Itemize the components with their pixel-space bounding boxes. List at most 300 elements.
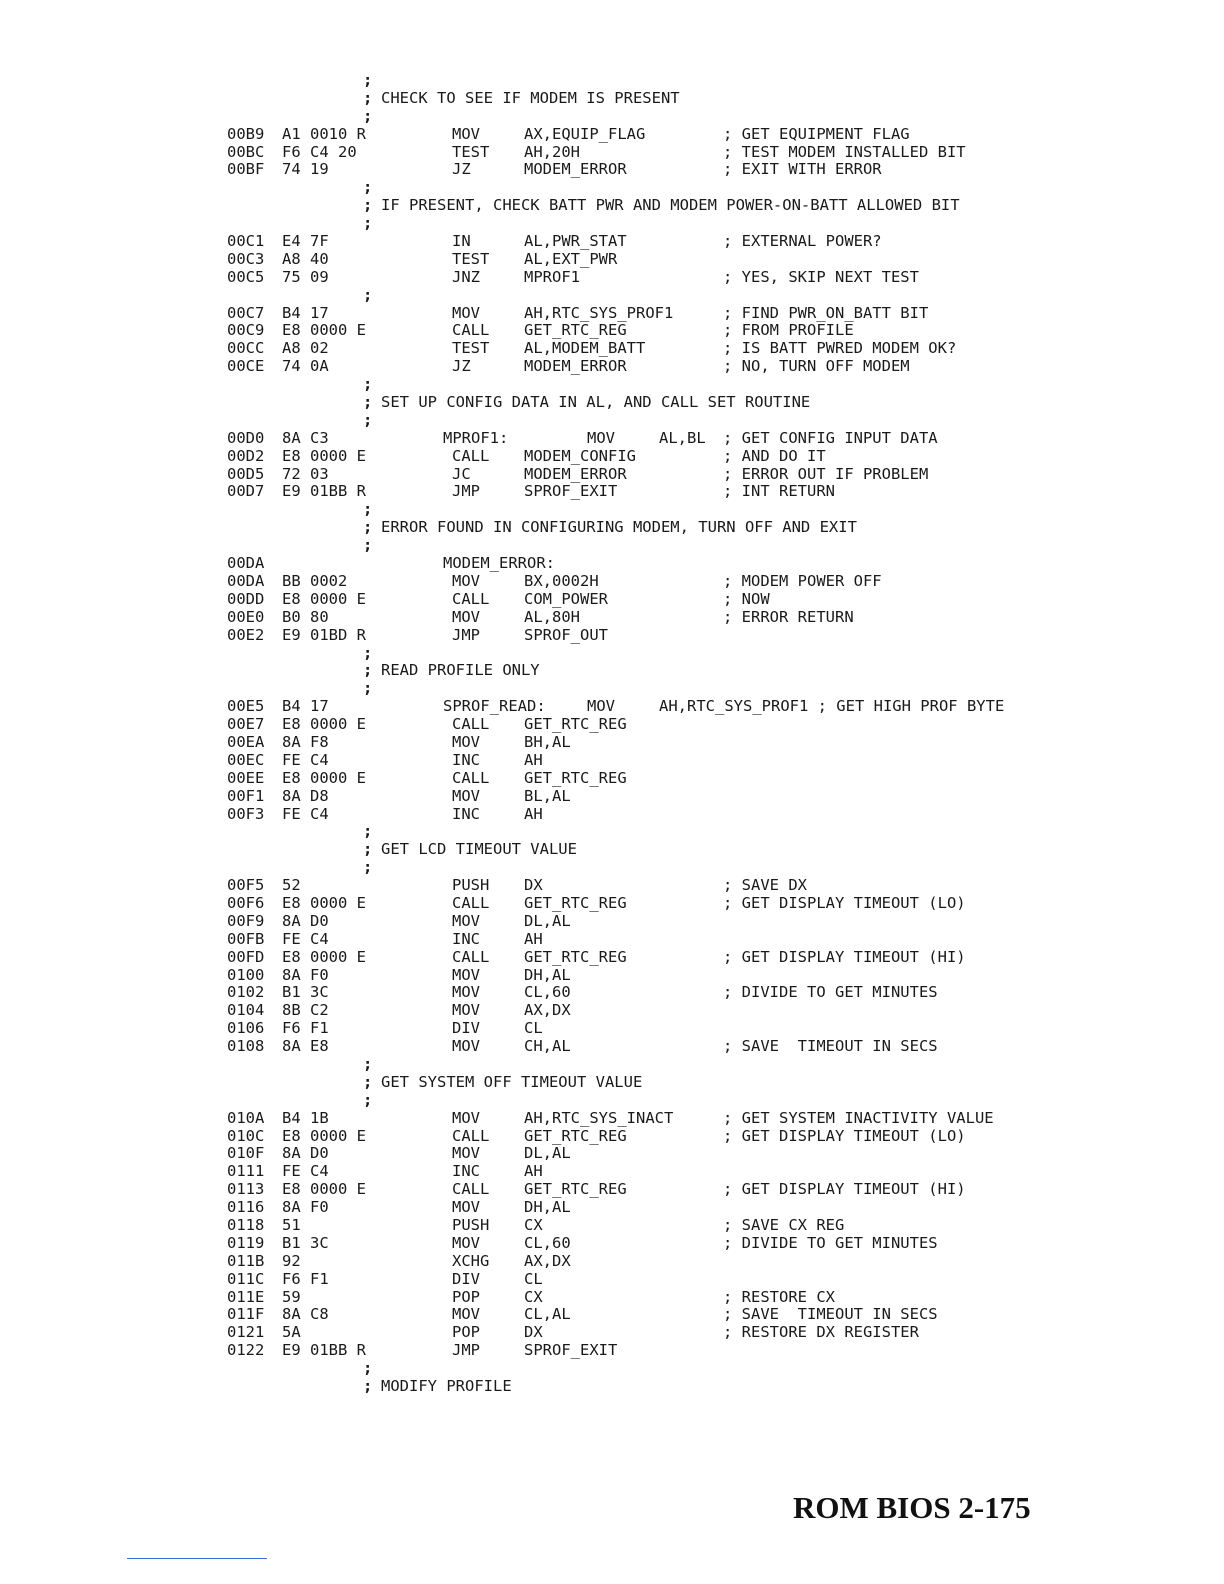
object-code: 51 xyxy=(282,1216,301,1234)
address: 011C xyxy=(227,1269,265,1288)
object-code: 8A D0 xyxy=(282,1144,329,1163)
object-code: FE C4 xyxy=(282,929,329,948)
object-code: 72 03 xyxy=(282,464,329,483)
opcode: MOV xyxy=(452,1108,480,1127)
opcode: XCHG xyxy=(452,1251,490,1270)
address: 00EA xyxy=(227,732,265,751)
instruction-line xyxy=(0,358,1224,376)
opcode: INC xyxy=(452,1162,480,1181)
object-code: 8A D0 xyxy=(282,911,329,930)
instruction-line xyxy=(0,1324,1224,1342)
comment-line xyxy=(0,412,1224,430)
section-comment: CHECK TO SEE IF MODEM IS PRESENT xyxy=(381,88,680,107)
operand: CL,60 xyxy=(524,1233,571,1252)
address: 00CE xyxy=(227,357,265,376)
instruction-line xyxy=(0,1217,1224,1235)
instruction-line xyxy=(0,448,1224,466)
address: 0111 xyxy=(227,1162,265,1181)
comment-line xyxy=(0,394,1224,412)
address: 0119 xyxy=(227,1233,265,1252)
opcode: IN xyxy=(452,232,471,251)
opcode: DIV xyxy=(452,1019,480,1038)
address: 00C5 xyxy=(227,267,265,286)
address: 00E0 xyxy=(227,607,265,626)
address: 00DD xyxy=(227,589,265,608)
semicolon-marker: ; xyxy=(363,518,373,537)
operand: CL,AL xyxy=(524,1305,571,1324)
instruction-line xyxy=(0,895,1224,913)
inline-comment: ; SAVE CX REG xyxy=(723,1216,845,1234)
opcode: MOV xyxy=(587,697,615,716)
address: 00F5 xyxy=(227,876,265,895)
instruction-line xyxy=(0,877,1224,895)
opcode: CALL xyxy=(452,589,490,608)
operand: DH,AL xyxy=(524,965,571,984)
semicolon-marker: ; xyxy=(363,643,373,662)
opcode: MOV xyxy=(452,1233,480,1252)
address: 0106 xyxy=(227,1019,265,1038)
operand: AH xyxy=(524,929,543,948)
opcode: MOV xyxy=(452,1305,480,1324)
object-code: B4 1B xyxy=(282,1108,329,1127)
operand: BX,0002H xyxy=(524,571,599,590)
address: 00EC xyxy=(227,750,265,769)
comment-line xyxy=(0,645,1224,663)
address: 0122 xyxy=(227,1341,265,1360)
comment-line xyxy=(0,823,1224,841)
operand: DL,AL xyxy=(524,1144,571,1163)
object-code: FE C4 xyxy=(282,750,329,769)
address: 0100 xyxy=(227,965,265,984)
inline-comment: ; IS BATT PWRED MODEM OK? xyxy=(723,339,957,358)
object-code: FE C4 xyxy=(282,804,329,823)
instruction-line xyxy=(0,251,1224,269)
object-code: 52 xyxy=(282,876,301,895)
address: 00FB xyxy=(227,929,265,948)
address: 00DA xyxy=(227,554,265,573)
address: 00DA xyxy=(227,571,265,590)
operand: CL xyxy=(524,1019,543,1038)
object-code: 59 xyxy=(282,1287,301,1306)
opcode: JZ xyxy=(452,357,471,376)
instruction-line xyxy=(0,144,1224,162)
inline-comment: ; FIND PWR_ON_BATT BIT xyxy=(723,303,929,322)
object-code: FE C4 xyxy=(282,1162,329,1181)
object-code: B4 17 xyxy=(282,697,329,716)
instruction-line xyxy=(0,1002,1224,1020)
semicolon-marker: ; xyxy=(363,1359,373,1378)
address: 0102 xyxy=(227,983,265,1002)
instruction-line xyxy=(0,126,1224,144)
inline-comment: ; TEST MODEM INSTALLED BIT xyxy=(723,142,966,161)
object-code: F6 F1 xyxy=(282,1019,329,1038)
object-code: B1 3C xyxy=(282,1233,329,1252)
comment-line xyxy=(0,1378,1224,1396)
operand: GET_RTC_REG xyxy=(524,768,627,787)
address: 00C9 xyxy=(227,321,265,340)
operand: GET_RTC_REG xyxy=(524,1126,627,1145)
semicolon-marker: ; xyxy=(363,285,373,304)
address: 011E xyxy=(227,1287,265,1306)
operand: AH xyxy=(524,1162,543,1181)
inline-comment: ; NO, TURN OFF MODEM xyxy=(723,357,910,376)
object-code: 74 0A xyxy=(282,357,329,376)
comment-line xyxy=(0,680,1224,698)
instruction-line xyxy=(0,806,1224,824)
object-code: A8 02 xyxy=(282,339,329,358)
operand: MPROF1 xyxy=(524,267,580,286)
semicolon-marker: ; xyxy=(363,858,373,877)
object-code: E8 0000 E xyxy=(282,947,366,966)
operand: CL,60 xyxy=(524,983,571,1002)
opcode: CALL xyxy=(452,768,490,787)
comment-line xyxy=(0,72,1224,90)
instruction-line xyxy=(0,1020,1224,1038)
inline-comment: ; GET EQUIPMENT FLAG xyxy=(723,124,910,143)
operand: AX,EQUIP_FLAG xyxy=(524,124,646,143)
object-code: 74 19 xyxy=(282,160,329,179)
object-code: E4 7F xyxy=(282,232,329,251)
operand: CH,AL xyxy=(524,1037,571,1056)
instruction-line xyxy=(0,931,1224,949)
opcode: CALL xyxy=(452,893,490,912)
object-code: 8A D8 xyxy=(282,786,329,805)
address: 00C7 xyxy=(227,303,265,322)
address: 00B9 xyxy=(227,124,265,143)
address: 00E5 xyxy=(227,697,265,716)
object-code: F6 F1 xyxy=(282,1269,329,1288)
opcode: INC xyxy=(452,804,480,823)
operand: GET_RTC_REG xyxy=(524,893,627,912)
opcode: MOV xyxy=(452,303,480,322)
inline-comment: ; GET DISPLAY TIMEOUT (LO) xyxy=(723,1126,966,1145)
operand: AH,20H xyxy=(524,142,580,161)
inline-comment: ; ERROR RETURN xyxy=(723,607,854,626)
object-code: E9 01BD R xyxy=(282,625,366,644)
inline-comment: ; GET SYSTEM INACTIVITY VALUE xyxy=(723,1108,994,1127)
semicolon-marker: ; xyxy=(363,410,373,429)
operand: SPROF_OUT xyxy=(524,625,608,644)
address: 0116 xyxy=(227,1198,265,1217)
object-code: 8A E8 xyxy=(282,1037,329,1056)
instruction-line xyxy=(0,609,1224,627)
instruction-line xyxy=(0,466,1224,484)
label-line xyxy=(0,555,1224,573)
instruction-line xyxy=(0,913,1224,931)
opcode: CALL xyxy=(452,1126,490,1145)
comment-line xyxy=(0,1056,1224,1074)
object-code: B0 80 xyxy=(282,607,329,626)
operand: MODEM_ERROR xyxy=(524,464,627,483)
operand: AL,80H xyxy=(524,607,580,626)
operand: CX xyxy=(524,1216,543,1234)
operand: GET_RTC_REG xyxy=(524,321,627,340)
opcode: POP xyxy=(452,1323,480,1342)
labeled-instruction-line xyxy=(0,698,1224,716)
object-code: B1 3C xyxy=(282,983,329,1002)
operand: DL,AL xyxy=(524,911,571,930)
operand: AH,RTC_SYS_INACT xyxy=(524,1108,674,1127)
labeled-instruction-line xyxy=(0,430,1224,448)
instruction-line xyxy=(0,483,1224,501)
operand: AL,EXT_PWR xyxy=(524,249,618,268)
operand: BL,AL xyxy=(524,786,571,805)
operand: AL,BL xyxy=(659,428,706,447)
object-code: E8 0000 E xyxy=(282,893,366,912)
address: 00E2 xyxy=(227,625,265,644)
semicolon-marker: ; xyxy=(363,106,373,125)
opcode: CALL xyxy=(452,446,490,465)
instruction-line xyxy=(0,1038,1224,1056)
opcode: MOV xyxy=(452,571,480,590)
address: 00D2 xyxy=(227,446,265,465)
semicolon-marker: ; xyxy=(363,840,373,859)
instruction-line xyxy=(0,788,1224,806)
opcode: CALL xyxy=(452,1180,490,1199)
operand: MODEM_CONFIG xyxy=(524,446,636,465)
instruction-line xyxy=(0,322,1224,340)
object-code: 8A F0 xyxy=(282,1198,329,1217)
instruction-line xyxy=(0,752,1224,770)
object-code: E8 0000 E xyxy=(282,768,366,787)
object-code: E9 01BB R xyxy=(282,482,366,501)
inline-comment: ; SAVE DX xyxy=(723,876,807,895)
opcode: MOV xyxy=(452,1144,480,1163)
address: 00F6 xyxy=(227,893,265,912)
address: 010F xyxy=(227,1144,265,1163)
opcode: PUSH xyxy=(452,876,490,895)
object-code: B4 17 xyxy=(282,303,329,322)
inline-comment: ; FROM PROFILE xyxy=(723,321,854,340)
opcode: JMP xyxy=(452,1341,480,1360)
inline-comment: ; AND DO IT xyxy=(723,446,826,465)
address: 00F9 xyxy=(227,911,265,930)
section-comment: SET UP CONFIG DATA IN AL, AND CALL SET ROUTINE xyxy=(381,393,811,412)
comment-line xyxy=(0,1092,1224,1110)
address: 0108 xyxy=(227,1037,265,1056)
instruction-line xyxy=(0,1253,1224,1271)
instruction-line xyxy=(0,949,1224,967)
operand: AL,MODEM_BATT xyxy=(524,339,646,358)
comment-line xyxy=(0,197,1224,215)
address: 00E7 xyxy=(227,715,265,734)
opcode: INC xyxy=(452,750,480,769)
object-code: E8 0000 E xyxy=(282,446,366,465)
code-label: MPROF1: xyxy=(443,428,509,447)
opcode: MOV xyxy=(587,428,615,447)
semicolon-marker: ; xyxy=(363,1072,373,1091)
address: 011F xyxy=(227,1305,265,1324)
semicolon-marker: ; xyxy=(363,375,373,394)
instruction-line xyxy=(0,1306,1224,1324)
inline-comment: ; EXTERNAL POWER? xyxy=(723,232,882,251)
semicolon-marker: ; xyxy=(363,71,373,89)
semicolon-marker: ; xyxy=(363,178,373,197)
operand: DH,AL xyxy=(524,1198,571,1217)
comment-line xyxy=(0,215,1224,233)
instruction-line xyxy=(0,269,1224,287)
opcode: JZ xyxy=(452,160,471,179)
inline-comment: ; GET DISPLAY TIMEOUT (LO) xyxy=(723,893,966,912)
instruction-line xyxy=(0,1163,1224,1181)
address: 00CC xyxy=(227,339,265,358)
code-label: MODEM_ERROR: xyxy=(443,554,555,573)
object-code: 8A C8 xyxy=(282,1305,329,1324)
section-comment: GET SYSTEM OFF TIMEOUT VALUE xyxy=(381,1072,643,1091)
semicolon-marker: ; xyxy=(363,393,373,412)
opcode: MOV xyxy=(452,607,480,626)
operand: COM_POWER xyxy=(524,589,608,608)
inline-comment: ; DIVIDE TO GET MINUTES xyxy=(723,1233,938,1252)
object-code: F6 C4 20 xyxy=(282,142,357,161)
comment-line xyxy=(0,376,1224,394)
footer-rule xyxy=(127,1558,267,1559)
address: 0121 xyxy=(227,1323,265,1342)
instruction-line xyxy=(0,305,1224,323)
comment-line xyxy=(0,501,1224,519)
inline-comment: ; RESTORE DX REGISTER xyxy=(723,1323,919,1342)
semicolon-marker: ; xyxy=(363,500,373,519)
opcode: POP xyxy=(452,1287,480,1306)
address: 0113 xyxy=(227,1180,265,1199)
operand: AX,DX xyxy=(524,1001,571,1020)
operand: GET_RTC_REG xyxy=(524,947,627,966)
operand: SPROF_EXIT xyxy=(524,1341,618,1360)
object-code: E8 0000 E xyxy=(282,1126,366,1145)
section-comment: ERROR FOUND IN CONFIGURING MODEM, TURN OFF AND EXIT xyxy=(381,518,857,537)
instruction-line xyxy=(0,161,1224,179)
comment-line xyxy=(0,519,1224,537)
instruction-line xyxy=(0,1342,1224,1360)
semicolon-marker: ; xyxy=(363,196,373,215)
operand: AH,RTC_SYS_PROF1 ; GET HIGH PROF BYTE xyxy=(659,697,1005,716)
comment-line xyxy=(0,108,1224,126)
inline-comment: ; RESTORE CX xyxy=(723,1287,835,1306)
address: 00BC xyxy=(227,142,265,161)
section-comment: READ PROFILE ONLY xyxy=(381,661,540,680)
comment-line xyxy=(0,537,1224,555)
object-code: E8 0000 E xyxy=(282,321,366,340)
operand: MODEM_ERROR xyxy=(524,160,627,179)
comment-line xyxy=(0,841,1224,859)
address: 00D0 xyxy=(227,428,265,447)
semicolon-marker: ; xyxy=(363,679,373,698)
operand: DX xyxy=(524,876,543,895)
instruction-line xyxy=(0,967,1224,985)
opcode: MOV xyxy=(452,911,480,930)
operand: GET_RTC_REG xyxy=(524,715,627,734)
semicolon-marker: ; xyxy=(363,88,373,107)
object-code: 8A F0 xyxy=(282,965,329,984)
address: 011B xyxy=(227,1251,265,1270)
opcode: TEST xyxy=(452,339,490,358)
address: 00EE xyxy=(227,768,265,787)
inline-comment: ; ERROR OUT IF PROBLEM xyxy=(723,464,929,483)
opcode: CALL xyxy=(452,321,490,340)
operand: MODEM_ERROR xyxy=(524,357,627,376)
semicolon-marker: ; xyxy=(363,661,373,680)
code-label: SPROF_READ: xyxy=(443,697,546,716)
operand: SPROF_EXIT xyxy=(524,482,618,501)
inline-comment: ; YES, SKIP NEXT TEST xyxy=(723,267,919,286)
instruction-line xyxy=(0,591,1224,609)
inline-comment: ; EXIT WITH ERROR xyxy=(723,160,882,179)
object-code: A1 0010 R xyxy=(282,124,366,143)
opcode: INC xyxy=(452,929,480,948)
operand: AH xyxy=(524,804,543,823)
address: 00C3 xyxy=(227,249,265,268)
object-code: E8 0000 E xyxy=(282,1180,366,1199)
instruction-line xyxy=(0,1235,1224,1253)
instruction-line xyxy=(0,1289,1224,1307)
opcode: MOV xyxy=(452,786,480,805)
opcode: CALL xyxy=(452,947,490,966)
object-code: 5A xyxy=(282,1323,301,1342)
assembly-listing xyxy=(0,72,1224,1396)
operand: BH,AL xyxy=(524,732,571,751)
opcode: MOV xyxy=(452,732,480,751)
operand: AX,DX xyxy=(524,1251,571,1270)
instruction-line xyxy=(0,984,1224,1002)
section-comment: MODIFY PROFILE xyxy=(381,1377,512,1396)
comment-line xyxy=(0,859,1224,877)
operand: CX xyxy=(524,1287,543,1306)
section-comment: IF PRESENT, CHECK BATT PWR AND MODEM POWER-ON-BATT ALLOWED BIT xyxy=(381,196,960,215)
instruction-line xyxy=(0,770,1224,788)
inline-comment: ; GET CONFIG INPUT DATA xyxy=(723,428,938,447)
object-code: E8 0000 E xyxy=(282,715,366,734)
address: 00D5 xyxy=(227,464,265,483)
opcode: MOV xyxy=(452,1037,480,1056)
semicolon-marker: ; xyxy=(363,1054,373,1073)
address: 00C1 xyxy=(227,232,265,251)
operand: CL xyxy=(524,1269,543,1288)
inline-comment: ; SAVE TIMEOUT IN SECS xyxy=(723,1037,938,1056)
inline-comment: ; GET DISPLAY TIMEOUT (HI) xyxy=(723,947,966,966)
page-footer: ROM BIOS 2-175 xyxy=(793,1490,1031,1525)
instruction-line xyxy=(0,1128,1224,1146)
comment-line xyxy=(0,90,1224,108)
inline-comment: ; MODEM POWER OFF xyxy=(723,571,882,590)
instruction-line xyxy=(0,627,1224,645)
instruction-line xyxy=(0,1110,1224,1128)
opcode: MOV xyxy=(452,124,480,143)
opcode: MOV xyxy=(452,1198,480,1217)
opcode: MOV xyxy=(452,1001,480,1020)
comment-line xyxy=(0,662,1224,680)
inline-comment: ; GET DISPLAY TIMEOUT (HI) xyxy=(723,1180,966,1199)
operand: AH xyxy=(524,750,543,769)
object-code: 8A F8 xyxy=(282,732,329,751)
object-code: 8A C3 xyxy=(282,428,329,447)
operand: DX xyxy=(524,1323,543,1342)
comment-line xyxy=(0,1074,1224,1092)
opcode: TEST xyxy=(452,142,490,161)
inline-comment: ; NOW xyxy=(723,589,770,608)
instruction-line xyxy=(0,716,1224,734)
address: 00F3 xyxy=(227,804,265,823)
address: 00F1 xyxy=(227,786,265,805)
address: 0118 xyxy=(227,1216,265,1234)
section-comment: GET LCD TIMEOUT VALUE xyxy=(381,840,577,859)
semicolon-marker: ; xyxy=(363,1090,373,1109)
object-code: E9 01BB R xyxy=(282,1341,366,1360)
operand: GET_RTC_REG xyxy=(524,1180,627,1199)
opcode: DIV xyxy=(452,1269,480,1288)
comment-line xyxy=(0,287,1224,305)
object-code: A8 40 xyxy=(282,249,329,268)
instruction-line xyxy=(0,573,1224,591)
